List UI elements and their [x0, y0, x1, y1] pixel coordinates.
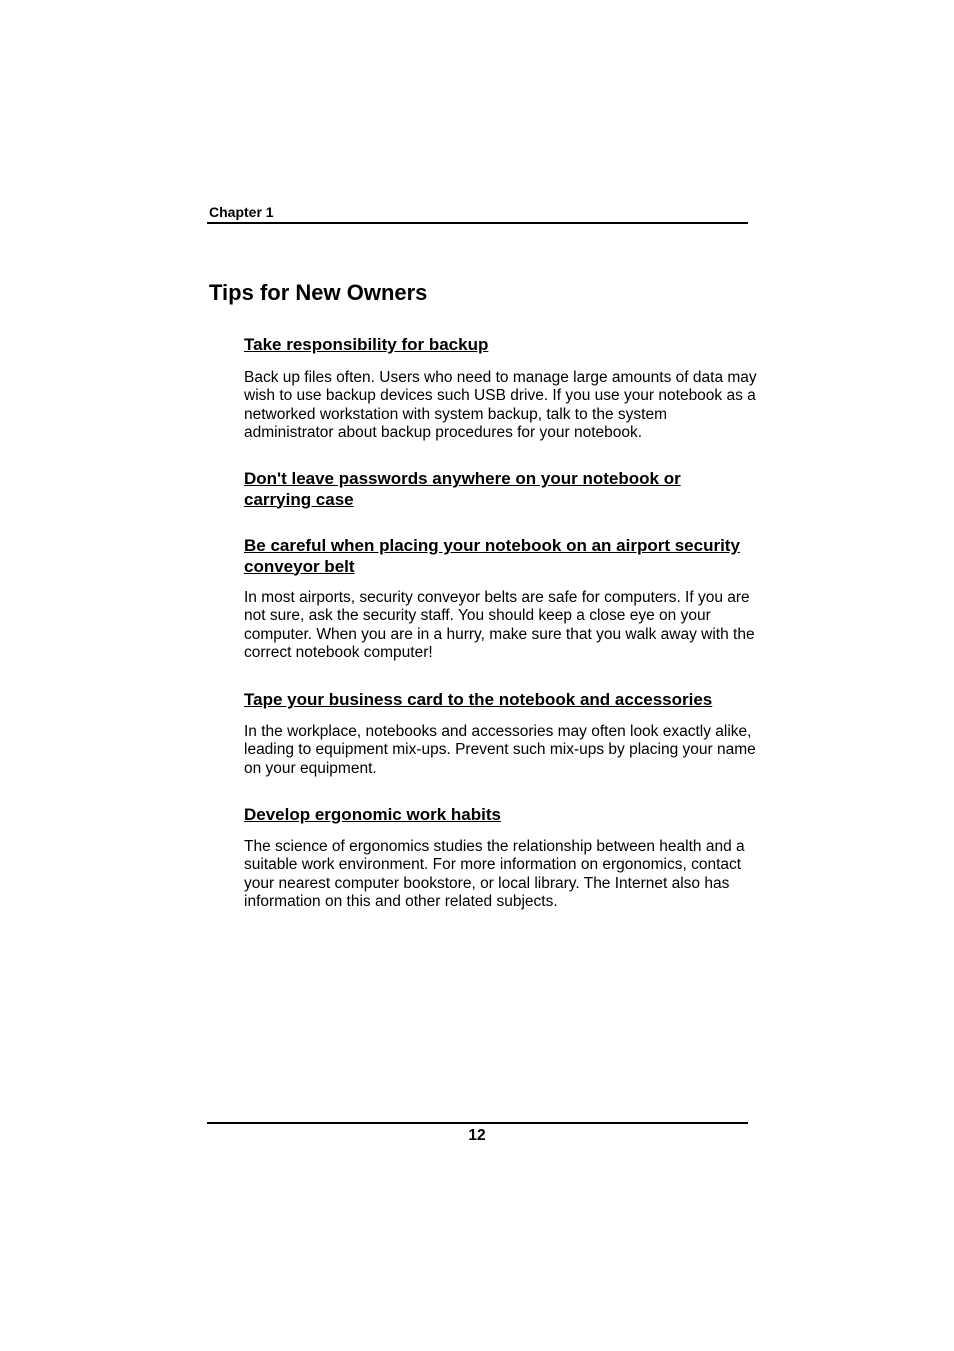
- header-rule: [207, 222, 748, 224]
- section-heading-business-card: Tape your business card to the notebook and accessories: [244, 690, 713, 709]
- page-number: 12: [468, 1127, 486, 1144]
- section-heading-ergonomics: Develop ergonomic work habits: [244, 805, 501, 824]
- section-heading-airport: Be careful when placing your notebook on an airport security conveyor belt: [244, 536, 740, 576]
- section-body-ergonomics: The science of ergonomics studies the relationship between health and a suitable work environment. For more information on ergonomics, contact your nearest computer bookstore, or local library. The Internet also has information on this and other related subjects.: [244, 838, 745, 910]
- section-body-business-card: In the workplace, notebooks and accessories may often look exactly alike, leading to equipment mix-ups. Prevent such mix-ups by placing your name on your equipment.: [244, 723, 756, 777]
- chapter-label: Chapter 1: [209, 204, 274, 220]
- section-heading-passwords: Don't leave passwords anywhere on your notebook or carrying case: [244, 469, 681, 509]
- section-heading-backup: Take responsibility for backup: [244, 335, 489, 354]
- page-title: Tips for New Owners: [209, 280, 428, 305]
- footer-rule: [207, 1122, 748, 1124]
- section-body-airport: In most airports, security conveyor belts are safe for computers. If you are not sure, ask the security staff. You should keep a close eye on your computer. When you are in a hurry, make sure that you walk away with the correct notebook computer!: [244, 589, 755, 661]
- section-body-backup: Back up files often. Users who need to manage large amounts of data may wish to use backup devices such USB drive. If you use your notebook as a networked workstation with system backup, talk to the system administrator about backup procedures for your notebook.: [244, 369, 757, 441]
